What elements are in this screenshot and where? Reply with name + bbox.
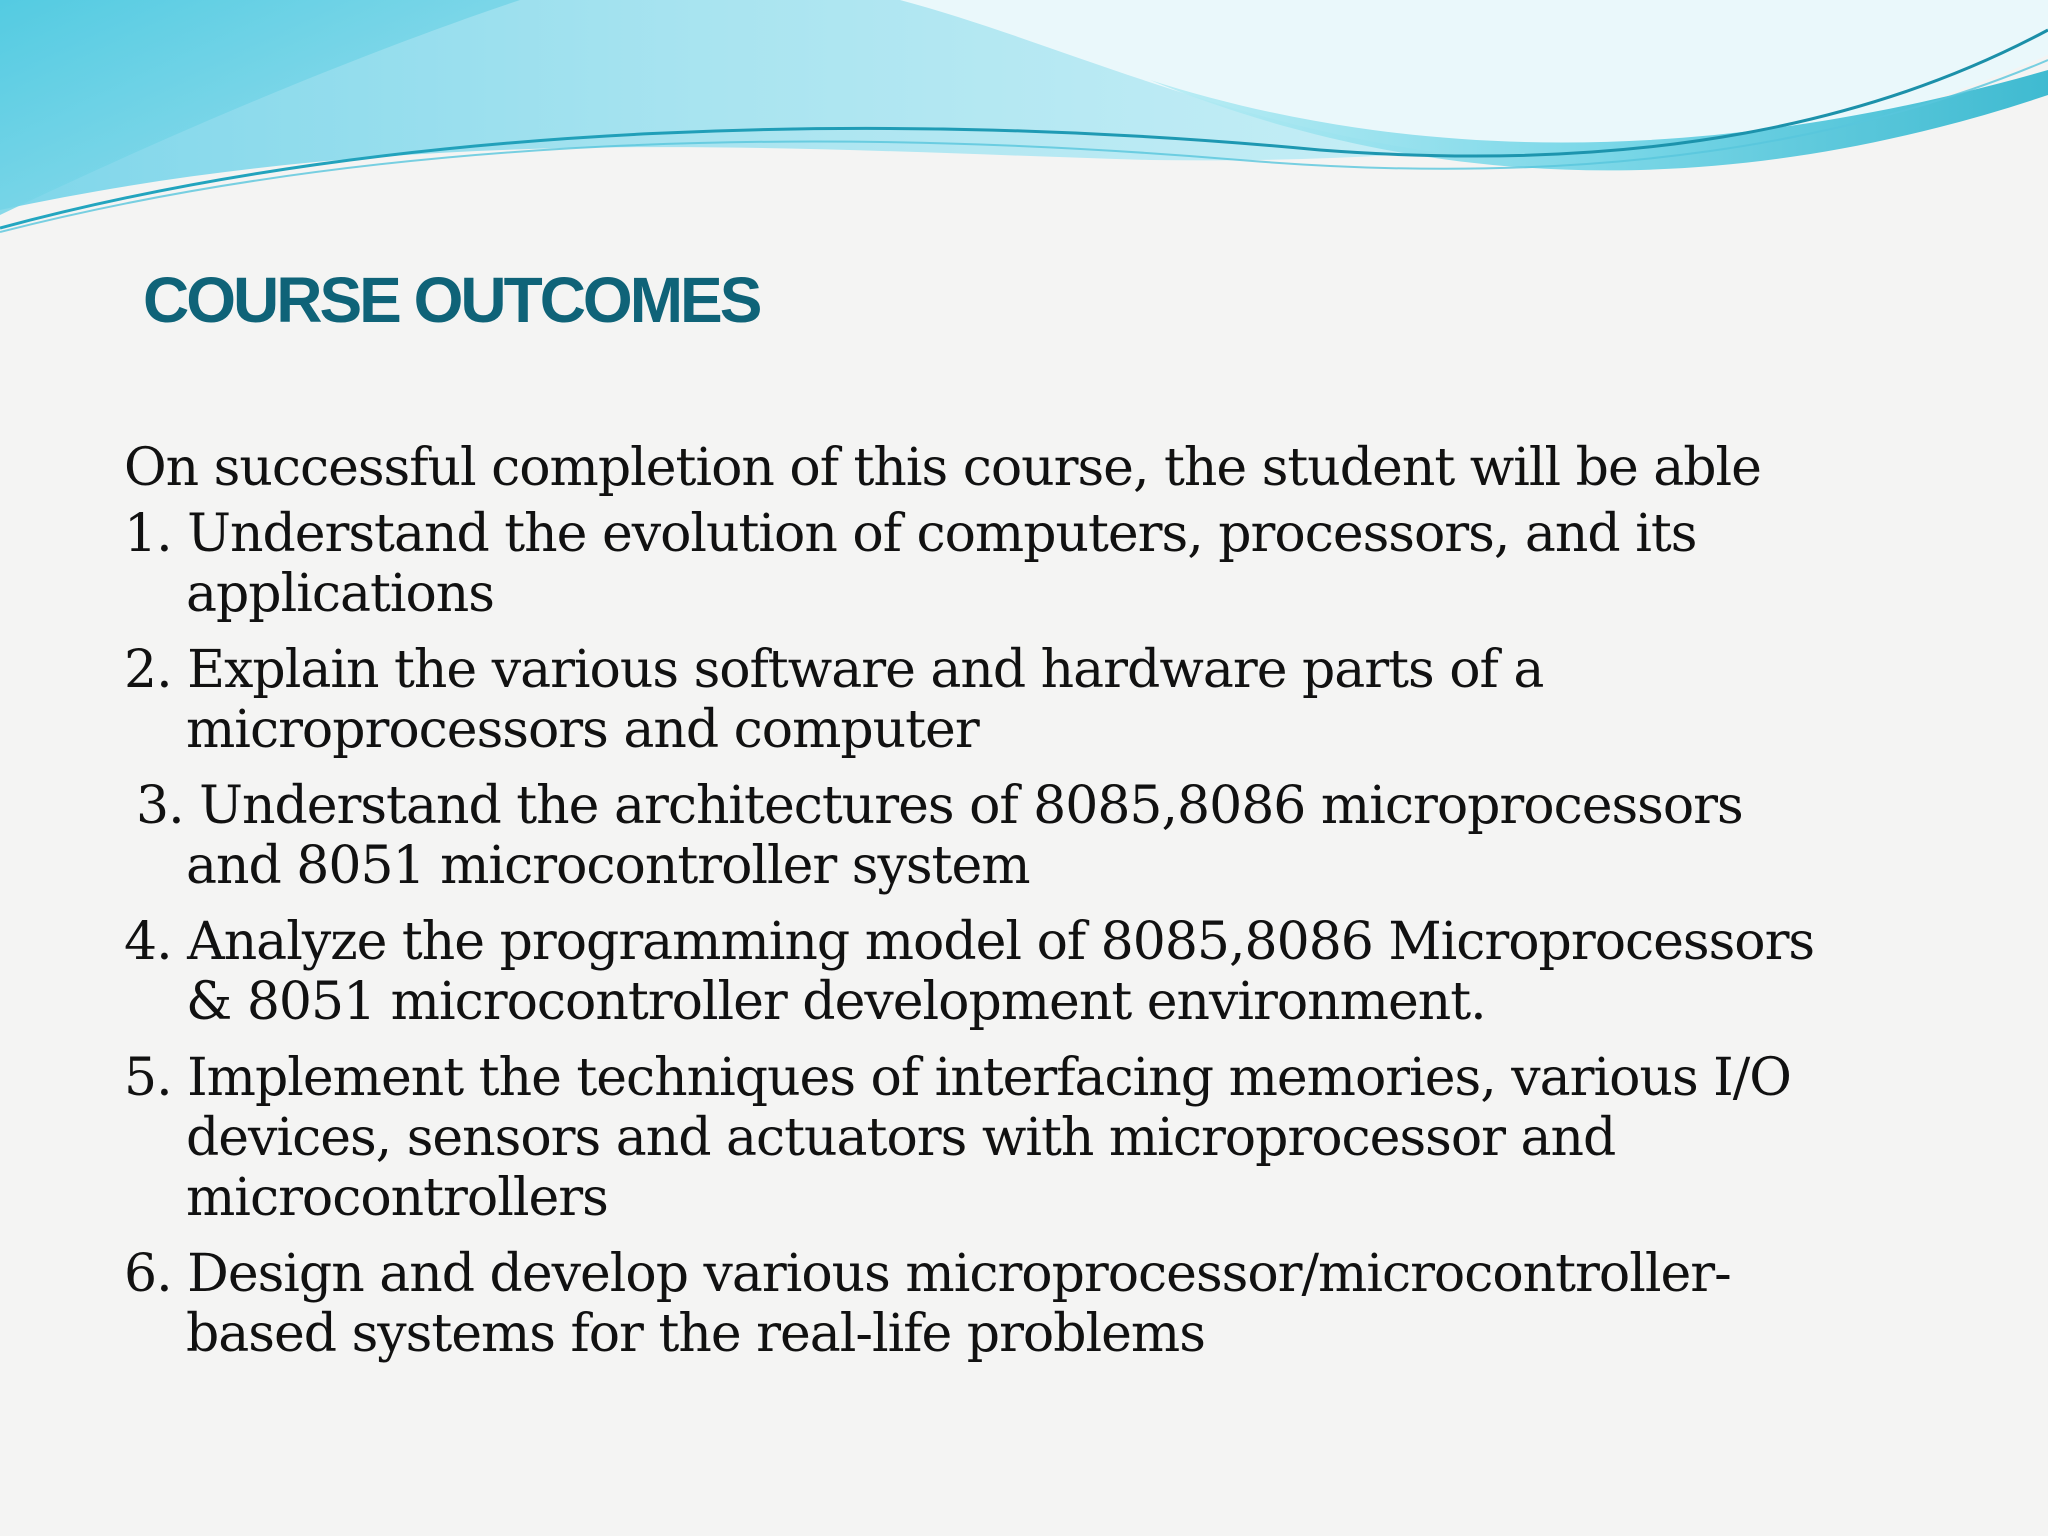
outcome-item-6 [124, 1244, 2024, 1364]
slide-body [124, 432, 2024, 1364]
outcome-5-line-1: 5. Implement the techniques of interfacing memories, various I/O [124, 1048, 1791, 1108]
outcomes-list [124, 504, 2024, 1364]
outcome-4-line-1: 4. Analyze the programming model of 8085,8086 Microprocessors [124, 912, 1815, 972]
outcome-5-line-3: microcontrollers [186, 1168, 608, 1228]
outcome-3-line-2: and 8051 microcontroller system [186, 836, 1030, 896]
outcome-6-line-1: 6. Design and develop various microprocessor/microcontroller- [124, 1244, 1731, 1304]
intro-text: On successful completion of this course, the student will be able [124, 438, 1761, 498]
outcome-3-line-1: 3. Understand the architectures of 8085,8086 microprocessors [136, 776, 1743, 836]
outcome-1-line-1: 1. Understand the evolution of computers, processors, and its [124, 504, 1697, 564]
outcome-2-line-1: 2. Explain the various software and hardware parts of a [124, 640, 1544, 700]
outcome-item-3 [124, 776, 2024, 896]
outcome-item-2 [124, 640, 2024, 760]
outcome-1-line-2: applications [186, 564, 494, 624]
outcome-item-5 [124, 1048, 2024, 1228]
outcome-item-4 [124, 912, 2024, 1032]
outcome-item-1 [124, 504, 2024, 624]
wave-header-decoration [0, 0, 2048, 240]
outcome-6-line-2: based systems for the real-life problems [186, 1304, 1205, 1364]
outcome-2-line-2: microprocessors and computer [186, 700, 979, 760]
outcome-4-line-2: & 8051 microcontroller development environment. [186, 972, 1486, 1032]
outcome-5-line-2: devices, sensors and actuators with microprocessor and [186, 1108, 1616, 1168]
slide-title: COURSE OUTCOMES [143, 264, 760, 336]
